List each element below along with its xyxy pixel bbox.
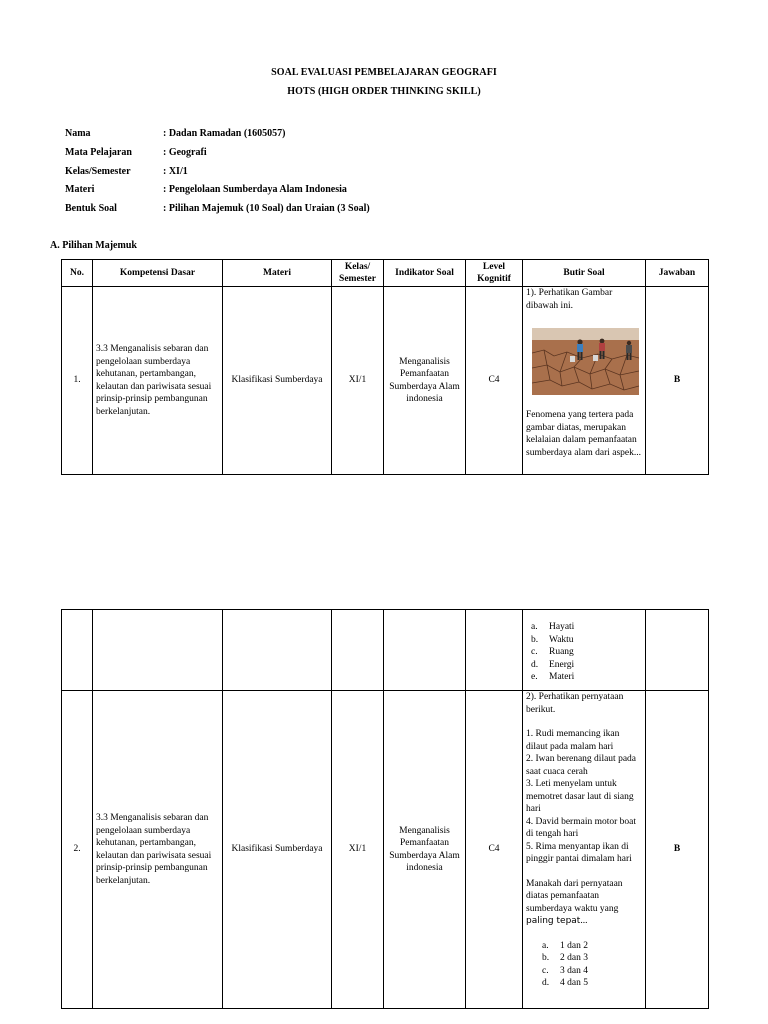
document-subtitle: HOTS (HIGH ORDER THINKING SKILL) [287, 86, 481, 97]
question-stem-2: Fenomena yang tertera pada gambar diatas, merupakan kelalaian dalam pemanfaatan sumberdaya alam dari aspek... [526, 410, 642, 458]
info-value-kelas: : XI/1 [163, 166, 188, 177]
table-row [62, 287, 709, 475]
option-d: d. Energi [531, 659, 575, 670]
kelas-cell: XI/1 [332, 691, 384, 1009]
info-label-mapel: Mata Pelajaran [65, 147, 132, 158]
option-c: c. 3 dan 4 [542, 965, 588, 976]
answer-key: B [646, 287, 709, 475]
materi-cell: Klasifikasi Sumberdaya [223, 287, 332, 475]
options-continued-cell [523, 610, 646, 691]
question-number: 1. [62, 287, 93, 475]
option-e: e. Materi [531, 672, 575, 682]
statement-1: 1. Rudi memancing ikan dilaut pada malam hari [526, 729, 620, 752]
statement-2: 2. Iwan berenang dilaut pada saat cuaca cerah [526, 754, 636, 777]
answer-key: B [646, 691, 709, 1009]
statement-4: 4. David bermain motor boat di tengah hari [526, 816, 637, 839]
kompetensi-dasar: 3.3 Menganalisis sebaran dan pengelolaan sumberdaya kehutanan, pertambangan, kelautan dan pariwisata sesuai prinsip-prinsip pembangunan berkelanjutan. [93, 287, 223, 475]
level-cell: C4 [466, 691, 523, 1009]
col-materi: Materi [223, 260, 332, 287]
level-cell: C4 [466, 287, 523, 475]
col-level: Level Kognitif [466, 260, 523, 287]
butir-soal-cell [523, 287, 646, 475]
option-c: c. Ruang [531, 647, 574, 657]
info-value-materi: : Pengelolaan Sumberdaya Alam Indonesia [163, 184, 347, 195]
option-d: d. 4 dan 5 [542, 978, 588, 988]
option-b: b. 2 dan 3 [542, 953, 588, 963]
question-number: 2. [62, 691, 93, 1009]
col-butir: Butir Soal [523, 260, 646, 287]
col-indikator: Indikator Soal [384, 260, 466, 287]
butir-soal-cell [523, 691, 646, 1009]
kelas-cell: XI/1 [332, 287, 384, 475]
info-label-materi: Materi [65, 184, 95, 195]
statement-5: 5. Rima menyantap ikan di pinggir pantai dimalam hari [526, 841, 632, 864]
materi-cell: Klasifikasi Sumberdaya [223, 691, 332, 1009]
document-title: SOAL EVALUASI PEMBELAJARAN GEOGRAFI [271, 67, 497, 78]
table-row [62, 610, 709, 691]
info-value-nama: : Dadan Ramadan (1605057) [163, 128, 286, 139]
info-label-nama: Nama [65, 128, 91, 139]
indikator-cell: Menganalisis Pemanfaatan Sumberdaya Alam indonesia [384, 287, 466, 475]
info-label-kelas: Kelas/Semester [65, 166, 131, 177]
question-table-2 [61, 609, 709, 1009]
col-kompetensi: Kompetensi Dasar [93, 260, 223, 287]
option-a: a. Hayati [531, 622, 575, 632]
col-no: No. [62, 260, 93, 287]
question-stem: 1). Perhatikan Gambar dibawah ini. [526, 288, 613, 311]
table-row [62, 691, 709, 1009]
question-table-1 [61, 259, 709, 475]
option-a: a. 1 dan 2 [542, 940, 588, 951]
question-stem: 2). Perhatikan pernyataan berikut. [526, 692, 624, 715]
col-kelas: Kelas/ Semester [332, 260, 384, 287]
kompetensi-dasar: 3.3 Menganalisis sebaran dan pengelolaan sumberdaya kehutanan, pertambangan, kelautan dan pariwisata sesuai prinsip-prinsip pembangunan berkelanjutan. [93, 691, 223, 1009]
indikator-cell: Menganalisis Pemanfaatan Sumberdaya Alam indonesia [384, 691, 466, 1009]
drought-photo [532, 328, 639, 395]
option-b: b. Waktu [531, 634, 574, 645]
section-title: A. Pilihan Majemuk [50, 240, 137, 251]
info-label-bentuk: Bentuk Soal [65, 203, 117, 214]
info-value-bentuk: : Pilihan Majemuk (10 Soal) dan Uraian (3 Soal) [163, 203, 370, 214]
question-text: Manakah dari pernyataan diatas pemanfaatan sumberdaya waktu yang paling tepat... [526, 878, 623, 926]
statement-3: 3. Leti menyelam untuk memotret dasar laut di siang hari [526, 779, 634, 814]
info-value-mapel: : Geografi [163, 147, 207, 158]
col-jawaban: Jawaban [646, 260, 709, 287]
